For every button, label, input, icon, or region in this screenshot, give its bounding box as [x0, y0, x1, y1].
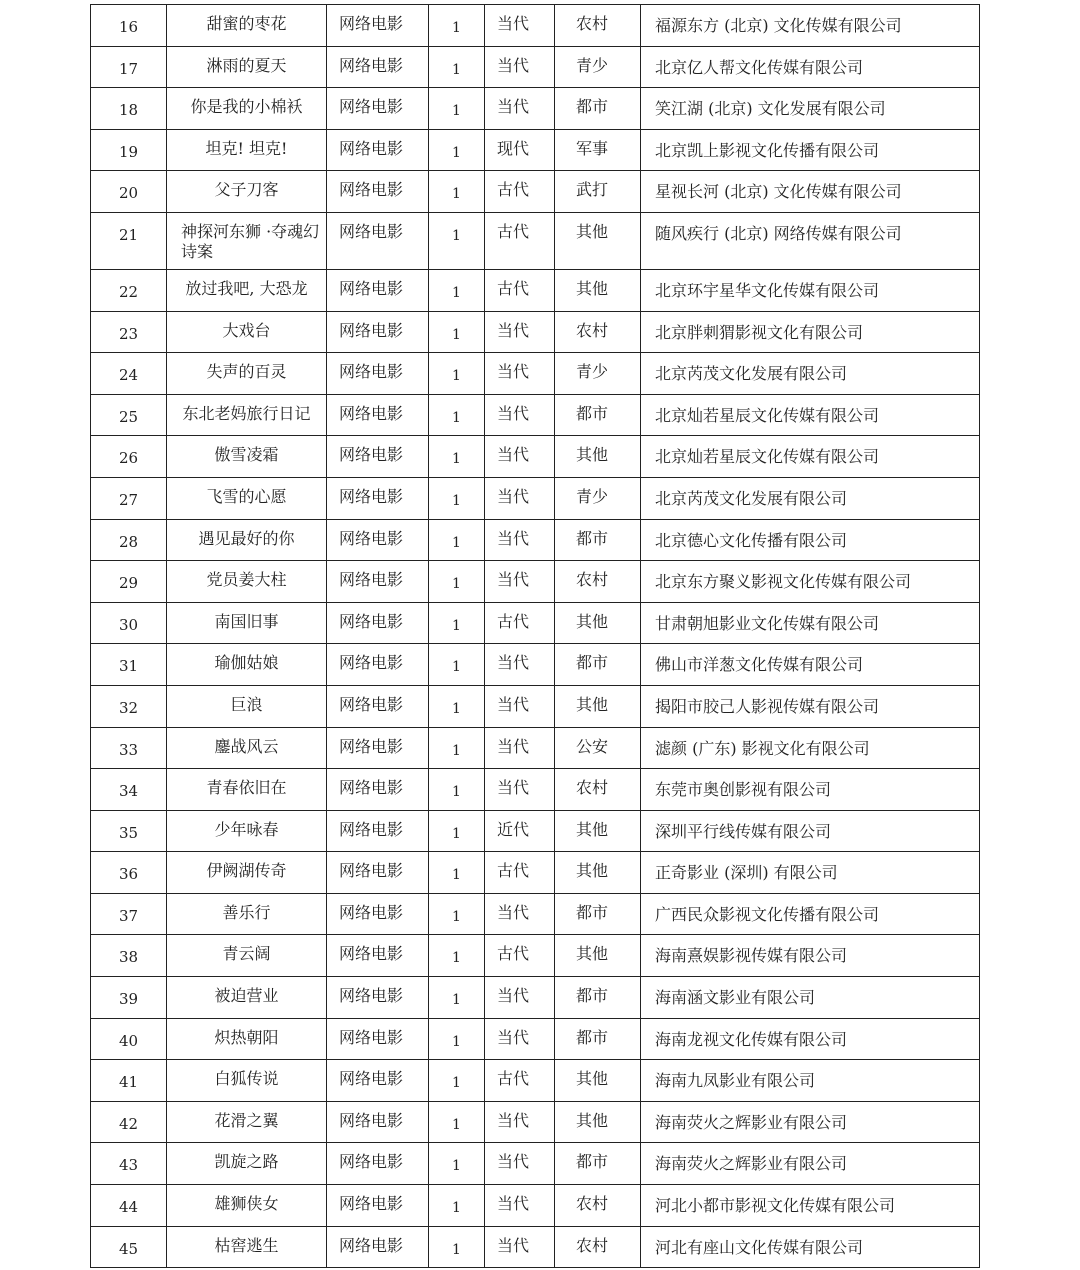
title-cell: 白狐传说	[167, 1060, 327, 1102]
company-cell: 海南龙视文化传媒有限公司	[641, 1018, 980, 1060]
type-cell: 网络电影	[327, 935, 429, 977]
era-cell: 古代	[485, 269, 555, 311]
type-cell: 网络电影	[327, 519, 429, 561]
company-cell: 北京东方聚义影视文化传媒有限公司	[641, 561, 980, 603]
row-number: 43	[91, 1143, 167, 1185]
title-cell: 东北老妈旅行日记	[167, 394, 327, 436]
type-cell: 网络电影	[327, 88, 429, 130]
era-cell: 当代	[485, 519, 555, 561]
theme-cell: 其他	[555, 269, 641, 311]
title-cell: 失声的百灵	[167, 353, 327, 395]
count-cell: 1	[429, 852, 485, 894]
company-cell: 海南九凤影业有限公司	[641, 1060, 980, 1102]
title-cell: 雄狮侠女	[167, 1185, 327, 1227]
era-cell: 当代	[485, 1101, 555, 1143]
company-cell: 正奇影业 (深圳) 有限公司	[641, 852, 980, 894]
era-cell: 当代	[485, 311, 555, 353]
company-cell: 笑江湖 (北京) 文化发展有限公司	[641, 88, 980, 130]
theme-cell: 其他	[555, 685, 641, 727]
table-row	[91, 311, 980, 353]
row-number: 34	[91, 769, 167, 811]
row-number: 18	[91, 88, 167, 130]
row-number: 41	[91, 1060, 167, 1102]
row-number: 33	[91, 727, 167, 769]
type-cell: 网络电影	[327, 477, 429, 519]
company-cell: 海南涵文影业有限公司	[641, 977, 980, 1019]
count-cell: 1	[429, 46, 485, 88]
theme-cell: 农村	[555, 769, 641, 811]
title-cell: 花滑之翼	[167, 1101, 327, 1143]
era-cell: 当代	[485, 436, 555, 478]
company-cell: 北京芮茂文化发展有限公司	[641, 477, 980, 519]
company-cell: 北京芮茂文化发展有限公司	[641, 353, 980, 395]
theme-cell: 其他	[555, 602, 641, 644]
row-number: 44	[91, 1185, 167, 1227]
row-number: 25	[91, 394, 167, 436]
theme-cell: 农村	[555, 1226, 641, 1268]
row-number: 36	[91, 852, 167, 894]
type-cell: 网络电影	[327, 212, 429, 269]
era-cell: 当代	[485, 46, 555, 88]
era-cell: 当代	[485, 477, 555, 519]
era-cell: 古代	[485, 1060, 555, 1102]
title-cell: 大戏台	[167, 311, 327, 353]
company-cell: 海南荧火之辉影业有限公司	[641, 1143, 980, 1185]
count-cell: 1	[429, 5, 485, 47]
company-cell: 揭阳市胶己人影视传媒有限公司	[641, 685, 980, 727]
era-cell: 当代	[485, 685, 555, 727]
count-cell: 1	[429, 893, 485, 935]
count-cell: 1	[429, 1060, 485, 1102]
type-cell: 网络电影	[327, 893, 429, 935]
era-cell: 古代	[485, 212, 555, 269]
company-cell: 北京灿若星辰文化传媒有限公司	[641, 394, 980, 436]
era-cell: 近代	[485, 810, 555, 852]
count-cell: 1	[429, 769, 485, 811]
theme-cell: 青少	[555, 353, 641, 395]
title-cell: 伊阙湖传奇	[167, 852, 327, 894]
era-cell: 古代	[485, 171, 555, 213]
row-number: 22	[91, 269, 167, 311]
table-row	[91, 1018, 980, 1060]
title-cell: 南国旧事	[167, 602, 327, 644]
row-number: 32	[91, 685, 167, 727]
title-cell: 凯旋之路	[167, 1143, 327, 1185]
table-row	[91, 1226, 980, 1268]
count-cell: 1	[429, 1018, 485, 1060]
title-cell: 淋雨的夏天	[167, 46, 327, 88]
count-cell: 1	[429, 602, 485, 644]
theme-cell: 其他	[555, 935, 641, 977]
theme-cell: 都市	[555, 88, 641, 130]
count-cell: 1	[429, 311, 485, 353]
row-number: 20	[91, 171, 167, 213]
era-cell: 当代	[485, 1143, 555, 1185]
row-number: 16	[91, 5, 167, 47]
theme-cell: 农村	[555, 1185, 641, 1227]
row-number: 21	[91, 212, 167, 269]
count-cell: 1	[429, 477, 485, 519]
count-cell: 1	[429, 685, 485, 727]
era-cell: 古代	[485, 935, 555, 977]
count-cell: 1	[429, 561, 485, 603]
row-number: 37	[91, 893, 167, 935]
row-number: 39	[91, 977, 167, 1019]
table-row	[91, 644, 980, 686]
theme-cell: 都市	[555, 1143, 641, 1185]
count-cell: 1	[429, 935, 485, 977]
registration-table	[90, 4, 980, 1268]
row-number: 23	[91, 311, 167, 353]
theme-cell: 公安	[555, 727, 641, 769]
row-number: 24	[91, 353, 167, 395]
company-cell: 东莞市奥创影视有限公司	[641, 769, 980, 811]
type-cell: 网络电影	[327, 977, 429, 1019]
era-cell: 当代	[485, 727, 555, 769]
company-cell: 佛山市洋葱文化传媒有限公司	[641, 644, 980, 686]
theme-cell: 都市	[555, 1018, 641, 1060]
company-cell: 随风疾行 (北京) 网络传媒有限公司	[641, 212, 980, 269]
era-cell: 当代	[485, 88, 555, 130]
title-cell: 少年咏春	[167, 810, 327, 852]
theme-cell: 其他	[555, 212, 641, 269]
era-cell: 当代	[485, 5, 555, 47]
type-cell: 网络电影	[327, 394, 429, 436]
table-row	[91, 269, 980, 311]
title-cell: 青云阔	[167, 935, 327, 977]
theme-cell: 其他	[555, 1060, 641, 1102]
title-cell: 巨浪	[167, 685, 327, 727]
type-cell: 网络电影	[327, 644, 429, 686]
company-cell: 北京亿人帮文化传媒有限公司	[641, 46, 980, 88]
row-number: 42	[91, 1101, 167, 1143]
table-row	[91, 1101, 980, 1143]
type-cell: 网络电影	[327, 171, 429, 213]
era-cell: 当代	[485, 1185, 555, 1227]
table-row	[91, 893, 980, 935]
era-cell: 当代	[485, 353, 555, 395]
type-cell: 网络电影	[327, 1143, 429, 1185]
theme-cell: 农村	[555, 5, 641, 47]
theme-cell: 农村	[555, 311, 641, 353]
table-row	[91, 519, 980, 561]
type-cell: 网络电影	[327, 561, 429, 603]
theme-cell: 都市	[555, 644, 641, 686]
count-cell: 1	[429, 353, 485, 395]
era-cell: 当代	[485, 561, 555, 603]
type-cell: 网络电影	[327, 1060, 429, 1102]
era-cell: 当代	[485, 769, 555, 811]
count-cell: 1	[429, 171, 485, 213]
count-cell: 1	[429, 977, 485, 1019]
era-cell: 当代	[485, 394, 555, 436]
type-cell: 网络电影	[327, 436, 429, 478]
table-row	[91, 935, 980, 977]
theme-cell: 都市	[555, 977, 641, 1019]
type-cell: 网络电影	[327, 602, 429, 644]
era-cell: 当代	[485, 1226, 555, 1268]
era-cell: 当代	[485, 977, 555, 1019]
row-number: 31	[91, 644, 167, 686]
row-number: 45	[91, 1226, 167, 1268]
theme-cell: 青少	[555, 46, 641, 88]
table-row	[91, 212, 980, 269]
company-cell: 河北小都市影视文化传媒有限公司	[641, 1185, 980, 1227]
title-cell: 父子刀客	[167, 171, 327, 213]
table-row	[91, 436, 980, 478]
table-row	[91, 769, 980, 811]
table-row	[91, 1185, 980, 1227]
theme-cell: 都市	[555, 394, 641, 436]
row-number: 38	[91, 935, 167, 977]
theme-cell: 军事	[555, 129, 641, 171]
title-cell: 神探河东狮 ·夺魂幻诗案	[167, 212, 327, 269]
type-cell: 网络电影	[327, 5, 429, 47]
company-cell: 滤颜 (广东) 影视文化有限公司	[641, 727, 980, 769]
row-number: 28	[91, 519, 167, 561]
table-row	[91, 353, 980, 395]
era-cell: 当代	[485, 893, 555, 935]
theme-cell: 都市	[555, 893, 641, 935]
theme-cell: 农村	[555, 561, 641, 603]
theme-cell: 青少	[555, 477, 641, 519]
row-number: 29	[91, 561, 167, 603]
row-number: 30	[91, 602, 167, 644]
count-cell: 1	[429, 1185, 485, 1227]
company-cell: 福源东方 (北京) 文化传媒有限公司	[641, 5, 980, 47]
title-cell: 党员姜大柱	[167, 561, 327, 603]
era-cell: 当代	[485, 644, 555, 686]
table-row	[91, 1143, 980, 1185]
table-row	[91, 602, 980, 644]
count-cell: 1	[429, 727, 485, 769]
table-row	[91, 685, 980, 727]
title-cell: 被迫营业	[167, 977, 327, 1019]
title-cell: 傲雪凌霜	[167, 436, 327, 478]
title-cell: 甜蜜的枣花	[167, 5, 327, 47]
title-cell: 瑜伽姑娘	[167, 644, 327, 686]
type-cell: 网络电影	[327, 1101, 429, 1143]
theme-cell: 其他	[555, 810, 641, 852]
type-cell: 网络电影	[327, 353, 429, 395]
title-cell: 炽热朝阳	[167, 1018, 327, 1060]
theme-cell: 都市	[555, 519, 641, 561]
era-cell: 古代	[485, 602, 555, 644]
company-cell: 广西民众影视文化传播有限公司	[641, 893, 980, 935]
type-cell: 网络电影	[327, 311, 429, 353]
count-cell: 1	[429, 519, 485, 561]
company-cell: 北京胖刺猬影视文化有限公司	[641, 311, 980, 353]
table-row	[91, 727, 980, 769]
title-cell: 飞雪的心愿	[167, 477, 327, 519]
table-row	[91, 561, 980, 603]
count-cell: 1	[429, 212, 485, 269]
era-cell: 古代	[485, 852, 555, 894]
row-number: 19	[91, 129, 167, 171]
table-row	[91, 5, 980, 47]
type-cell: 网络电影	[327, 685, 429, 727]
type-cell: 网络电影	[327, 1018, 429, 1060]
type-cell: 网络电影	[327, 269, 429, 311]
table-row	[91, 477, 980, 519]
count-cell: 1	[429, 644, 485, 686]
type-cell: 网络电影	[327, 1185, 429, 1227]
row-number: 27	[91, 477, 167, 519]
company-cell: 海南荧火之辉影业有限公司	[641, 1101, 980, 1143]
count-cell: 1	[429, 129, 485, 171]
table-body	[91, 5, 980, 1268]
table-row	[91, 852, 980, 894]
company-cell: 深圳平行线传媒有限公司	[641, 810, 980, 852]
company-cell: 甘肃朝旭影业文化传媒有限公司	[641, 602, 980, 644]
table-row	[91, 394, 980, 436]
theme-cell: 其他	[555, 1101, 641, 1143]
count-cell: 1	[429, 436, 485, 478]
company-cell: 北京环宇星华文化传媒有限公司	[641, 269, 980, 311]
era-cell: 当代	[485, 1018, 555, 1060]
era-cell: 现代	[485, 129, 555, 171]
title-cell: 青春依旧在	[167, 769, 327, 811]
type-cell: 网络电影	[327, 1226, 429, 1268]
type-cell: 网络电影	[327, 727, 429, 769]
type-cell: 网络电影	[327, 852, 429, 894]
title-cell: 坦克! 坦克!	[167, 129, 327, 171]
row-number: 35	[91, 810, 167, 852]
table-row	[91, 46, 980, 88]
title-cell: 鏖战风云	[167, 727, 327, 769]
row-number: 40	[91, 1018, 167, 1060]
table-row	[91, 88, 980, 130]
theme-cell: 武打	[555, 171, 641, 213]
table-row	[91, 1060, 980, 1102]
title-cell: 枯窖逃生	[167, 1226, 327, 1268]
count-cell: 1	[429, 1101, 485, 1143]
company-cell: 河北有座山文化传媒有限公司	[641, 1226, 980, 1268]
company-cell: 北京灿若星辰文化传媒有限公司	[641, 436, 980, 478]
row-number: 17	[91, 46, 167, 88]
title-cell: 善乐行	[167, 893, 327, 935]
table-row	[91, 810, 980, 852]
type-cell: 网络电影	[327, 129, 429, 171]
count-cell: 1	[429, 88, 485, 130]
count-cell: 1	[429, 1226, 485, 1268]
count-cell: 1	[429, 810, 485, 852]
row-number: 26	[91, 436, 167, 478]
theme-cell: 其他	[555, 436, 641, 478]
title-cell: 遇见最好的你	[167, 519, 327, 561]
title-cell: 放过我吧, 大恐龙	[167, 269, 327, 311]
table-row	[91, 977, 980, 1019]
type-cell: 网络电影	[327, 46, 429, 88]
theme-cell: 其他	[555, 852, 641, 894]
table-row	[91, 171, 980, 213]
title-cell: 你是我的小棉袄	[167, 88, 327, 130]
company-cell: 海南熹娱影视传媒有限公司	[641, 935, 980, 977]
count-cell: 1	[429, 1143, 485, 1185]
company-cell: 北京德心文化传播有限公司	[641, 519, 980, 561]
company-cell: 北京凯上影视文化传播有限公司	[641, 129, 980, 171]
company-cell: 星视长河 (北京) 文化传媒有限公司	[641, 171, 980, 213]
type-cell: 网络电影	[327, 769, 429, 811]
count-cell: 1	[429, 394, 485, 436]
count-cell: 1	[429, 269, 485, 311]
type-cell: 网络电影	[327, 810, 429, 852]
table-row	[91, 129, 980, 171]
